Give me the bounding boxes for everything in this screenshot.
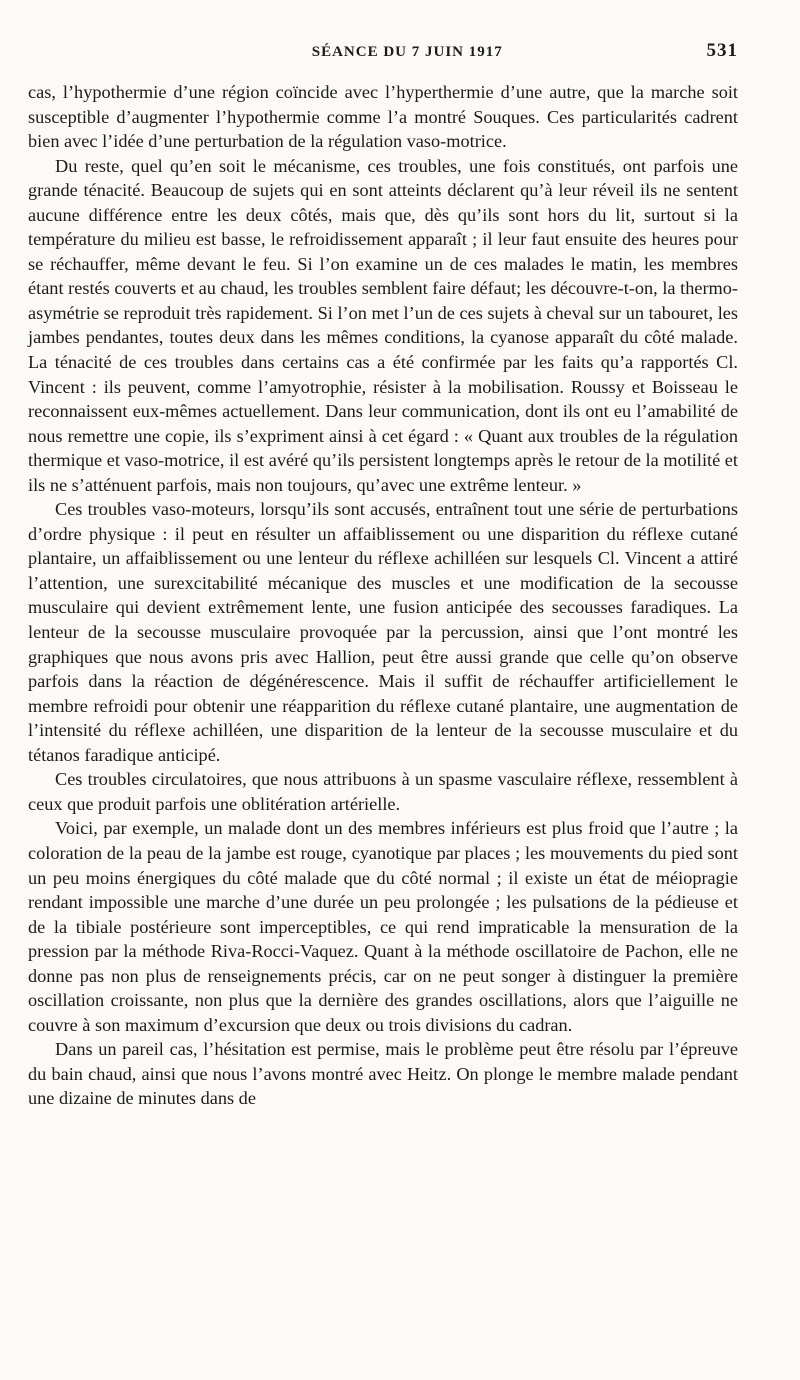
paragraph-continuation: cas, l’hypothermie d’une région coïncide avec l’hyperthermie d’une autre, que la marche soit susceptible d’augmenter l’hypothermie comme l’a montré Souques. Ces particularités cadrent bien avec l’idée d’une perturbation de la régulation vaso-motrice. bbox=[28, 82, 738, 152]
paragraph: Du reste, quel qu’en soit le mécanisme, ces troubles, une fois constitués, ont parfois une grande ténacité. Beaucoup de sujets qui en sont atteints déclarent qu’à leur réveil ils ne sentent aucune différence entre les deux côtés, mais que, dès qu’ils sont hors du lit, surtout si la température du milieu est basse, le refroidissement apparaît ; il leur faut ensuite des heures pour se réchauffer, même devant le feu. Si l’on examine un de ces malades le matin, les membres étant restés couverts et au chaud, les troubles semblent faire défaut; les découvre-t-on, la thermo-asymétrie se reproduit très rapidement. Si l’on met l’un de ces sujets à cheval sur un tabouret, les jambes pendantes, toutes deux dans les mêmes conditions, la cyanose apparaît du côté malade. La ténacité de ces troubles dans certains cas a été confirmée par les faits qu’a rapportés Cl. Vincent : ils peuvent, comme l’amyotrophie, résister à la mobilisation. Roussy et Boisseau le reconnaissent eux-mêmes actuellement. Dans leur communication, dont ils ont eu l’amabilité de nous remettre une copie, ils s’expriment ainsi à cet égard : « Quant aux troubles de la régulation thermique et vaso-motrice, il est avéré qu’ils persistent longtemps après le retour de la motilité et ils ne s’atténuent parfois, mais non toujours, qu’avec une extrême lenteur. » bbox=[28, 155, 738, 495]
running-head: SÉANCE DU 7 JUIN 1917 bbox=[311, 44, 503, 60]
paragraph: Ces troubles circulatoires, que nous attribuons à un spasme vasculaire réflexe, ressemblent à ceux que produit parfois une oblitération artérielle. bbox=[28, 769, 738, 814]
paragraph: Dans un pareil cas, l’hésitation est permise, mais le problème peut être résolu par l’épreuve du bain chaud, ainsi que nous l’avons montré avec Heitz. On plonge le membre malade pendant une dizaine de minutes dans de bbox=[28, 1039, 738, 1109]
body-text bbox=[28, 80, 738, 1111]
page-number: 531 bbox=[706, 40, 738, 61]
page-header bbox=[28, 40, 738, 72]
paragraph: Voici, par exemple, un malade dont un des membres inférieurs est plus froid que l’autre ; la coloration de la peau de la jambe est rouge, cyanotique par places ; les mouvements du pied sont un peu moins énergiques du côté malade que du côté normal ; il existe un état de méiopragie rendant impossible une marche d’une durée un peu prolongée ; les pulsations de la pédieuse et de la tibiale postérieure sont imperceptibles, ce qui rend impraticable la mensuration de la pression par la méthode Riva-Rocci-Vaquez. Quant à la méthode oscillatoire de Pachon, elle ne donne pas non plus de renseignements précis, car on ne peut songer à distinguer la première oscillation croissante, non plus que la dernière des grandes oscillations, alors que l’aiguille ne couvre à son maximum d’excursion que deux ou trois divisions du cadran. bbox=[28, 818, 738, 1035]
paragraph: Ces troubles vaso-moteurs, lorsqu’ils sont accusés, entraînent tout une série de perturbations d’ordre physique : il peut en résulter un affaiblissement ou une disparition du réflexe cutané plantaire, un affaiblissement ou une lenteur du réflexe achilléen sur lesquels Cl. Vincent a attiré l’attention, une surexcitabilité mécanique des muscles et une modification de la secousse musculaire qui devient extrêmement lente, une fusion anticipée des secousses faradiques. La lenteur de la secousse musculaire provoquée par la percussion, ainsi que l’ont montré les graphiques que nous avons pris avec Hallion, peut être aussi grande que celle qu’on observe parfois dans la réaction de dégénérescence. Mais il suffit de réchauffer artificiellement le membre refroidi pour obtenir une réapparition du réflexe cutané plantaire, une augmentation de l’intensité du réflexe achilléen, une disparition de la lenteur de la secousse musculaire et du tétanos faradique anticipé. bbox=[28, 499, 738, 765]
